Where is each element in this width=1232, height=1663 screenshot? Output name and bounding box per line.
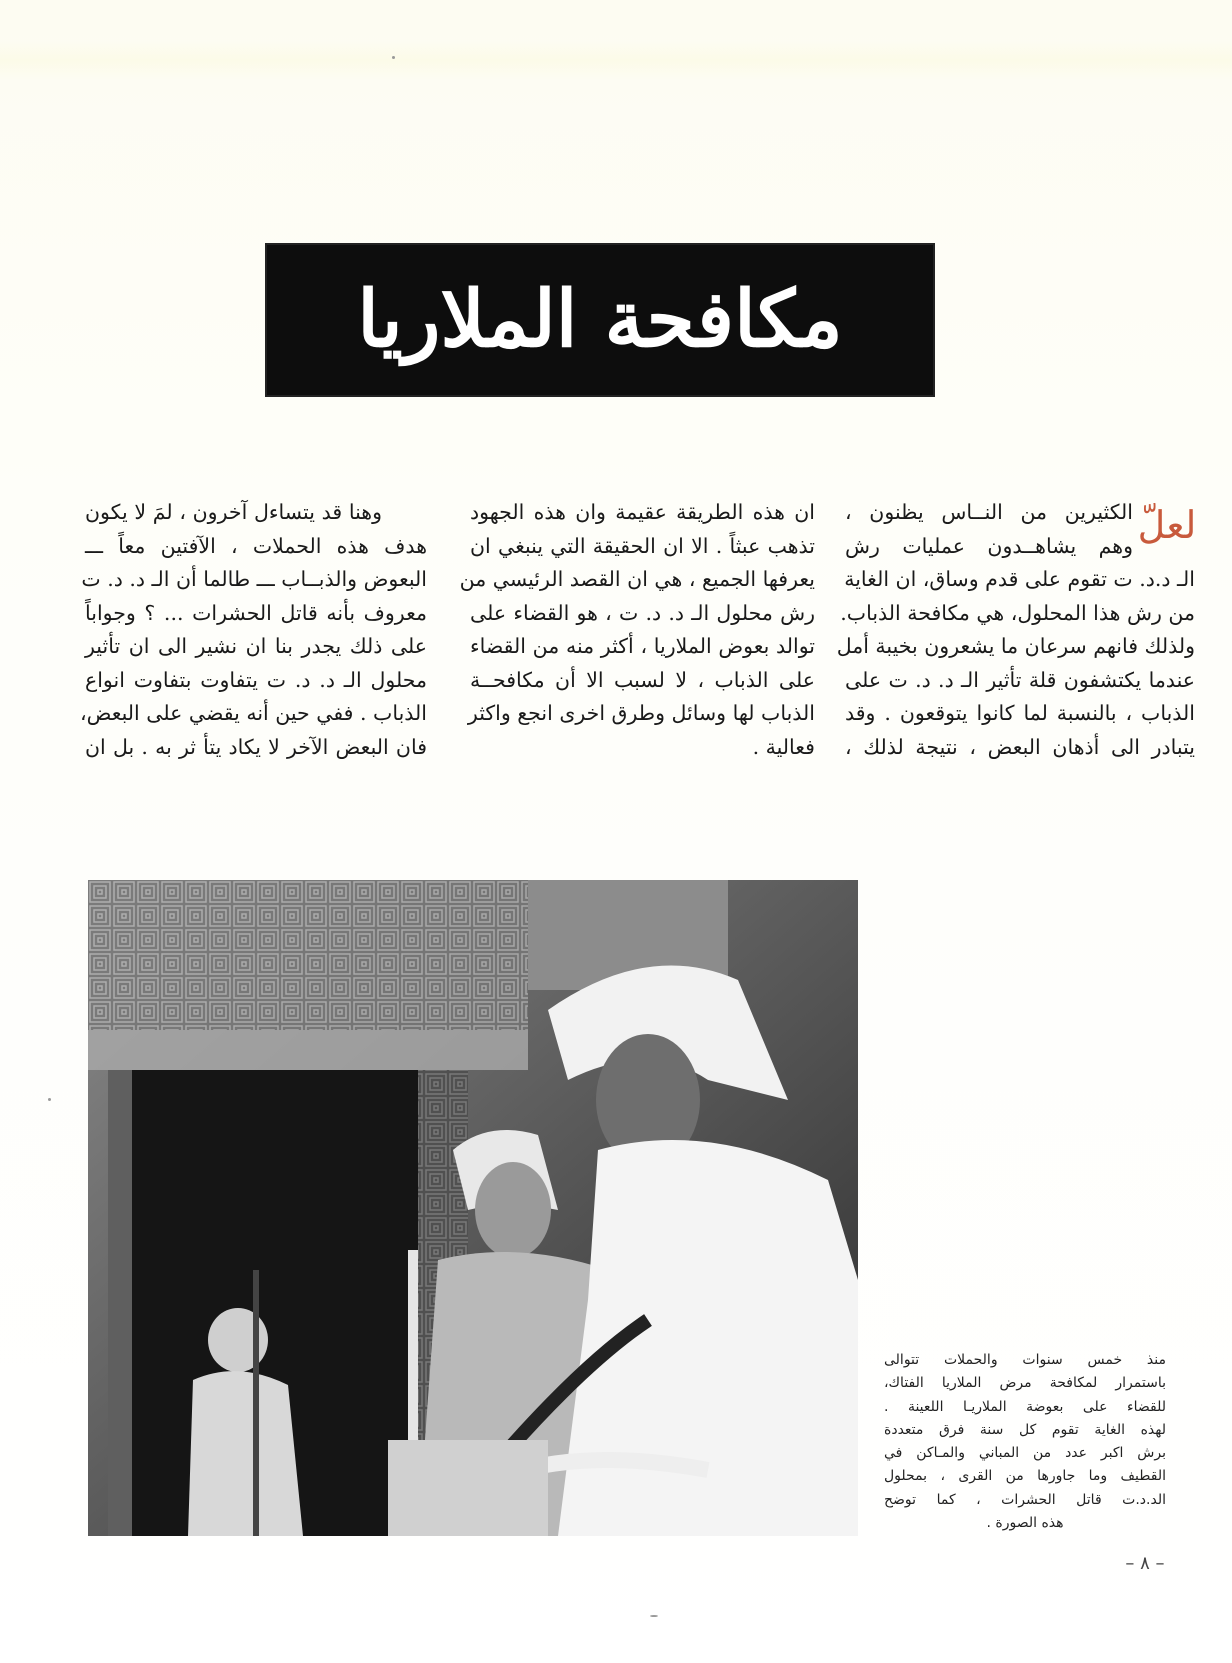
text-line: تذهب عبثاً . الا ان الحقيقة التي ينبغي ان (470, 533, 815, 558)
photo-caption (884, 1349, 1166, 1535)
text-line: وهم يشاهــدون عمليات رش (845, 533, 1133, 558)
text-line: رش محلول الـ د. د. ت ، هو القضاء على (470, 600, 815, 625)
photo-illustration (88, 880, 858, 1536)
text-line: الذباب ، بالنسبة لما كانوا يتوقعون . وقد (845, 701, 1195, 725)
text-line: فان البعض الآخر لا يكاد يتأ ثر به . بل ان (85, 734, 427, 759)
text-line: هدف هذه الحملات ، الآفتين معاً ـــ (85, 533, 427, 558)
text-column-left (80, 496, 427, 764)
print-speck (48, 1098, 51, 1101)
text-line: الكثيرين من النــاس يظنون ، (845, 500, 1133, 524)
text-column-middle (459, 496, 815, 764)
caption-line: برش اكبر عدد من المباني والمـاكن في (884, 1445, 1166, 1462)
caption-line: القطيف وما جاورها من القرى ، بمحلول (884, 1468, 1166, 1485)
text-column-right (836, 496, 1195, 764)
paper-tint (0, 40, 1232, 80)
text-line: على الذباب ، لا لسبب الا أن مكافحــة (470, 667, 815, 692)
text-line: الذباب لها وسائل وطرق اخرى انجع واكثر (467, 701, 815, 725)
text-line: محلول الـ د. د. ت يتفاوت بتفاوت انواع (85, 667, 427, 692)
caption-line: هذه الصورة . (986, 1515, 1064, 1532)
caption-line: منذ خمس سنوات والحملات تتوالى (884, 1352, 1166, 1368)
page-number: – ٨ – (1125, 1553, 1165, 1574)
text-line: من رش هذا المحلول، هي مكافحة الذباب. (840, 600, 1195, 625)
article-title: مكافحة الملاريا (357, 274, 843, 365)
caption-line: لهذه الغاية تقوم كل سنة فرق متعددة (884, 1421, 1166, 1438)
text-line: وهنا قد يتساءل آخرون ، لمَ لا يكون (85, 500, 382, 524)
text-line: فعالية . (752, 734, 815, 759)
caption-line: باستمرار لمكافحة مرض الملاريا الفتاك، (884, 1375, 1166, 1392)
text-line: عندما يكتشفون قلة تأثير الـ د. د. ت على (845, 667, 1195, 692)
dropcap: لعلّ (1137, 503, 1197, 547)
caption-line: للقضاء على بعوضة الملاريـا اللعينة . (884, 1398, 1166, 1415)
text-line: الـ د.د. ت تقوم على قدم وساق، ان الغاية (844, 567, 1195, 591)
text-line: البعوض والذبــاب ـــ طالما أن الـ د. د. ت (81, 567, 427, 591)
text-line: يعرفها الجميع ، هي ان القصد الرئيسي من (459, 567, 815, 591)
text-line: ولذلك فانهم سرعان ما يشعرون بخيبة أمل (836, 634, 1195, 658)
text-line: على ذلك يجدر بنا ان نشير الى ان تأثير (85, 634, 427, 658)
text-line: توالد بعوض الملاريا ، أكثر منه من القضاء (470, 634, 815, 658)
photo-workers-mixing-ddt (88, 880, 858, 1536)
title-banner (265, 243, 935, 397)
print-speck (392, 56, 395, 59)
text-line: الذباب . ففي حين أنه يقضي على البعض، (80, 701, 427, 725)
text-line: ان هذه الطريقة عقيمة وان هذه الجهود (470, 500, 815, 524)
print-speck (650, 1615, 658, 1617)
text-line: يتبادر الى أذهان البعض ، نتيجة لذلك ، (845, 734, 1195, 759)
caption-line: الد.د.ت قاتل الحشرات ، كما توضح (884, 1491, 1166, 1508)
text-line: معروف بأنه قاتل الحشرات ... ؟ وجواباً (85, 600, 427, 625)
